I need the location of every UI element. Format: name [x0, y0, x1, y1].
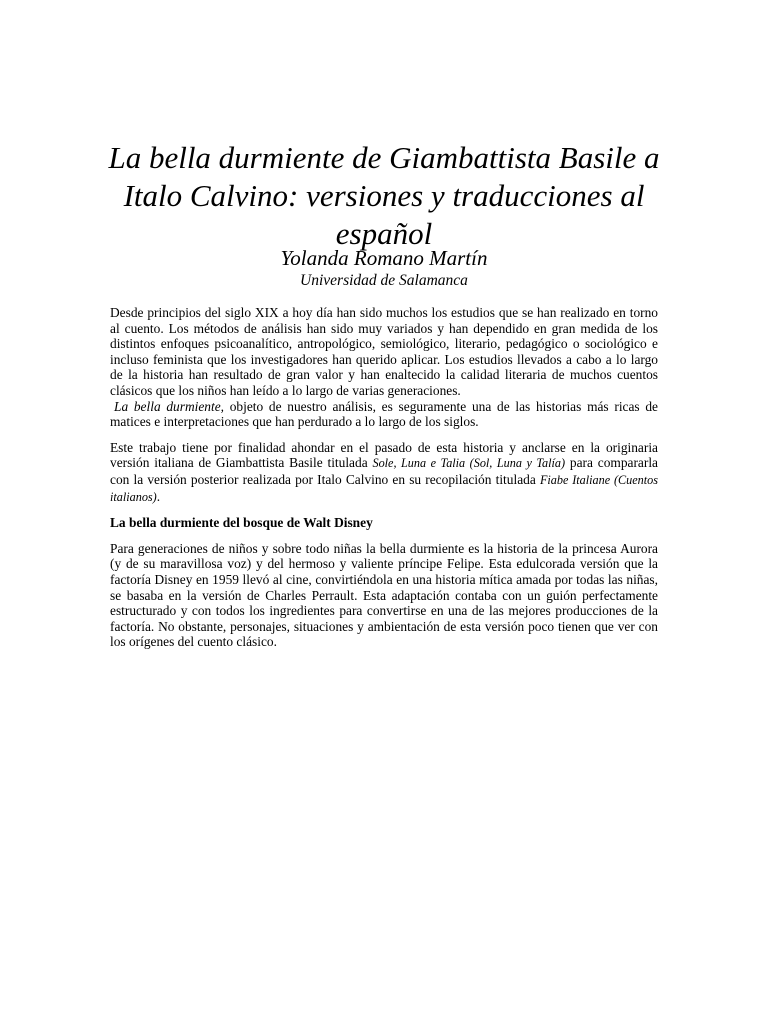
document-title: La bella durmiente de Giambattista Basile a Italo Calvino: versiones y traducciones al español	[108, 140, 660, 251]
paragraph-4: Para generaciones de niños y sobre todo niñas la bella durmiente es la historia de la princesa Aurora (y de su maravillosa voz) y del hermoso y valiente príncipe Felipe. Esta edulcorada versión que la factoría Disney en 1959 llevó al cine, convirtiéndola en una historia mítica amada por todas las niñas, se basaba en la versión de Charles Perrault. Esta adaptación contaba con un guión perfectamente estructurado y con todos los ingredientes para convertirse en una de las mejores producciones de la factoría. No obstante, personajes, situaciones y ambientación de esta versión poco tienen que ver con los orígenes del cuento clásico.	[110, 540, 658, 650]
paragraph-3	[110, 440, 658, 505]
author-name: Yolanda Romano Martín	[280, 246, 488, 270]
document-body	[110, 305, 658, 660]
intro-paragraph-2	[110, 399, 658, 430]
work-title-italic: La bella durmiente,	[114, 398, 225, 414]
paragraph-3-text-c: .	[156, 488, 161, 504]
calvino-title-italic: Fiabe Italiane (Cuentos italianos)	[110, 472, 659, 504]
section-heading: La bella durmiente del bosque de Walt Disney	[110, 515, 373, 531]
paragraph-3-text-a: Este trabajo tiene por finalidad ahondar en el pasado de esta historia y anclarse en la originaria versión italiana de Giambattista Basile titulada	[110, 439, 658, 471]
paragraph-3-text-b: para compararla con la versión posterior realizada por Italo Calvino en su recopilación titulada	[110, 455, 658, 487]
intro-paragraph-2-text: objeto de nuestro análisis, es seguramente una de las historias más ricas de matices e interpretaciones que han perdurado a lo largo de los siglos.	[110, 398, 658, 430]
author-affiliation: Universidad de Salamanca	[300, 272, 468, 289]
basile-title-italic: Sole, Luna e Talia (Sol, Luna y Talía)	[372, 456, 566, 471]
intro-paragraph-1: Desde principios del siglo XIX a hoy día han sido muchos los estudios que se han realizado en torno al cuento. Los métodos de análisis han sido muy variados y han dependido en gran medida de los distintos enfoques psicoanalítico, antropológico, semiológico, literario, pedagógico o sociológico e incluso feminista que los investigadores han querido aplicar. Los estudios llevados a cabo a lo largo de la historia han resultado de gran valor y han enaltecido la calidad literaria de muchos cuentos clásicos que los niños han leído a lo largo de varias generaciones.	[110, 305, 658, 398]
